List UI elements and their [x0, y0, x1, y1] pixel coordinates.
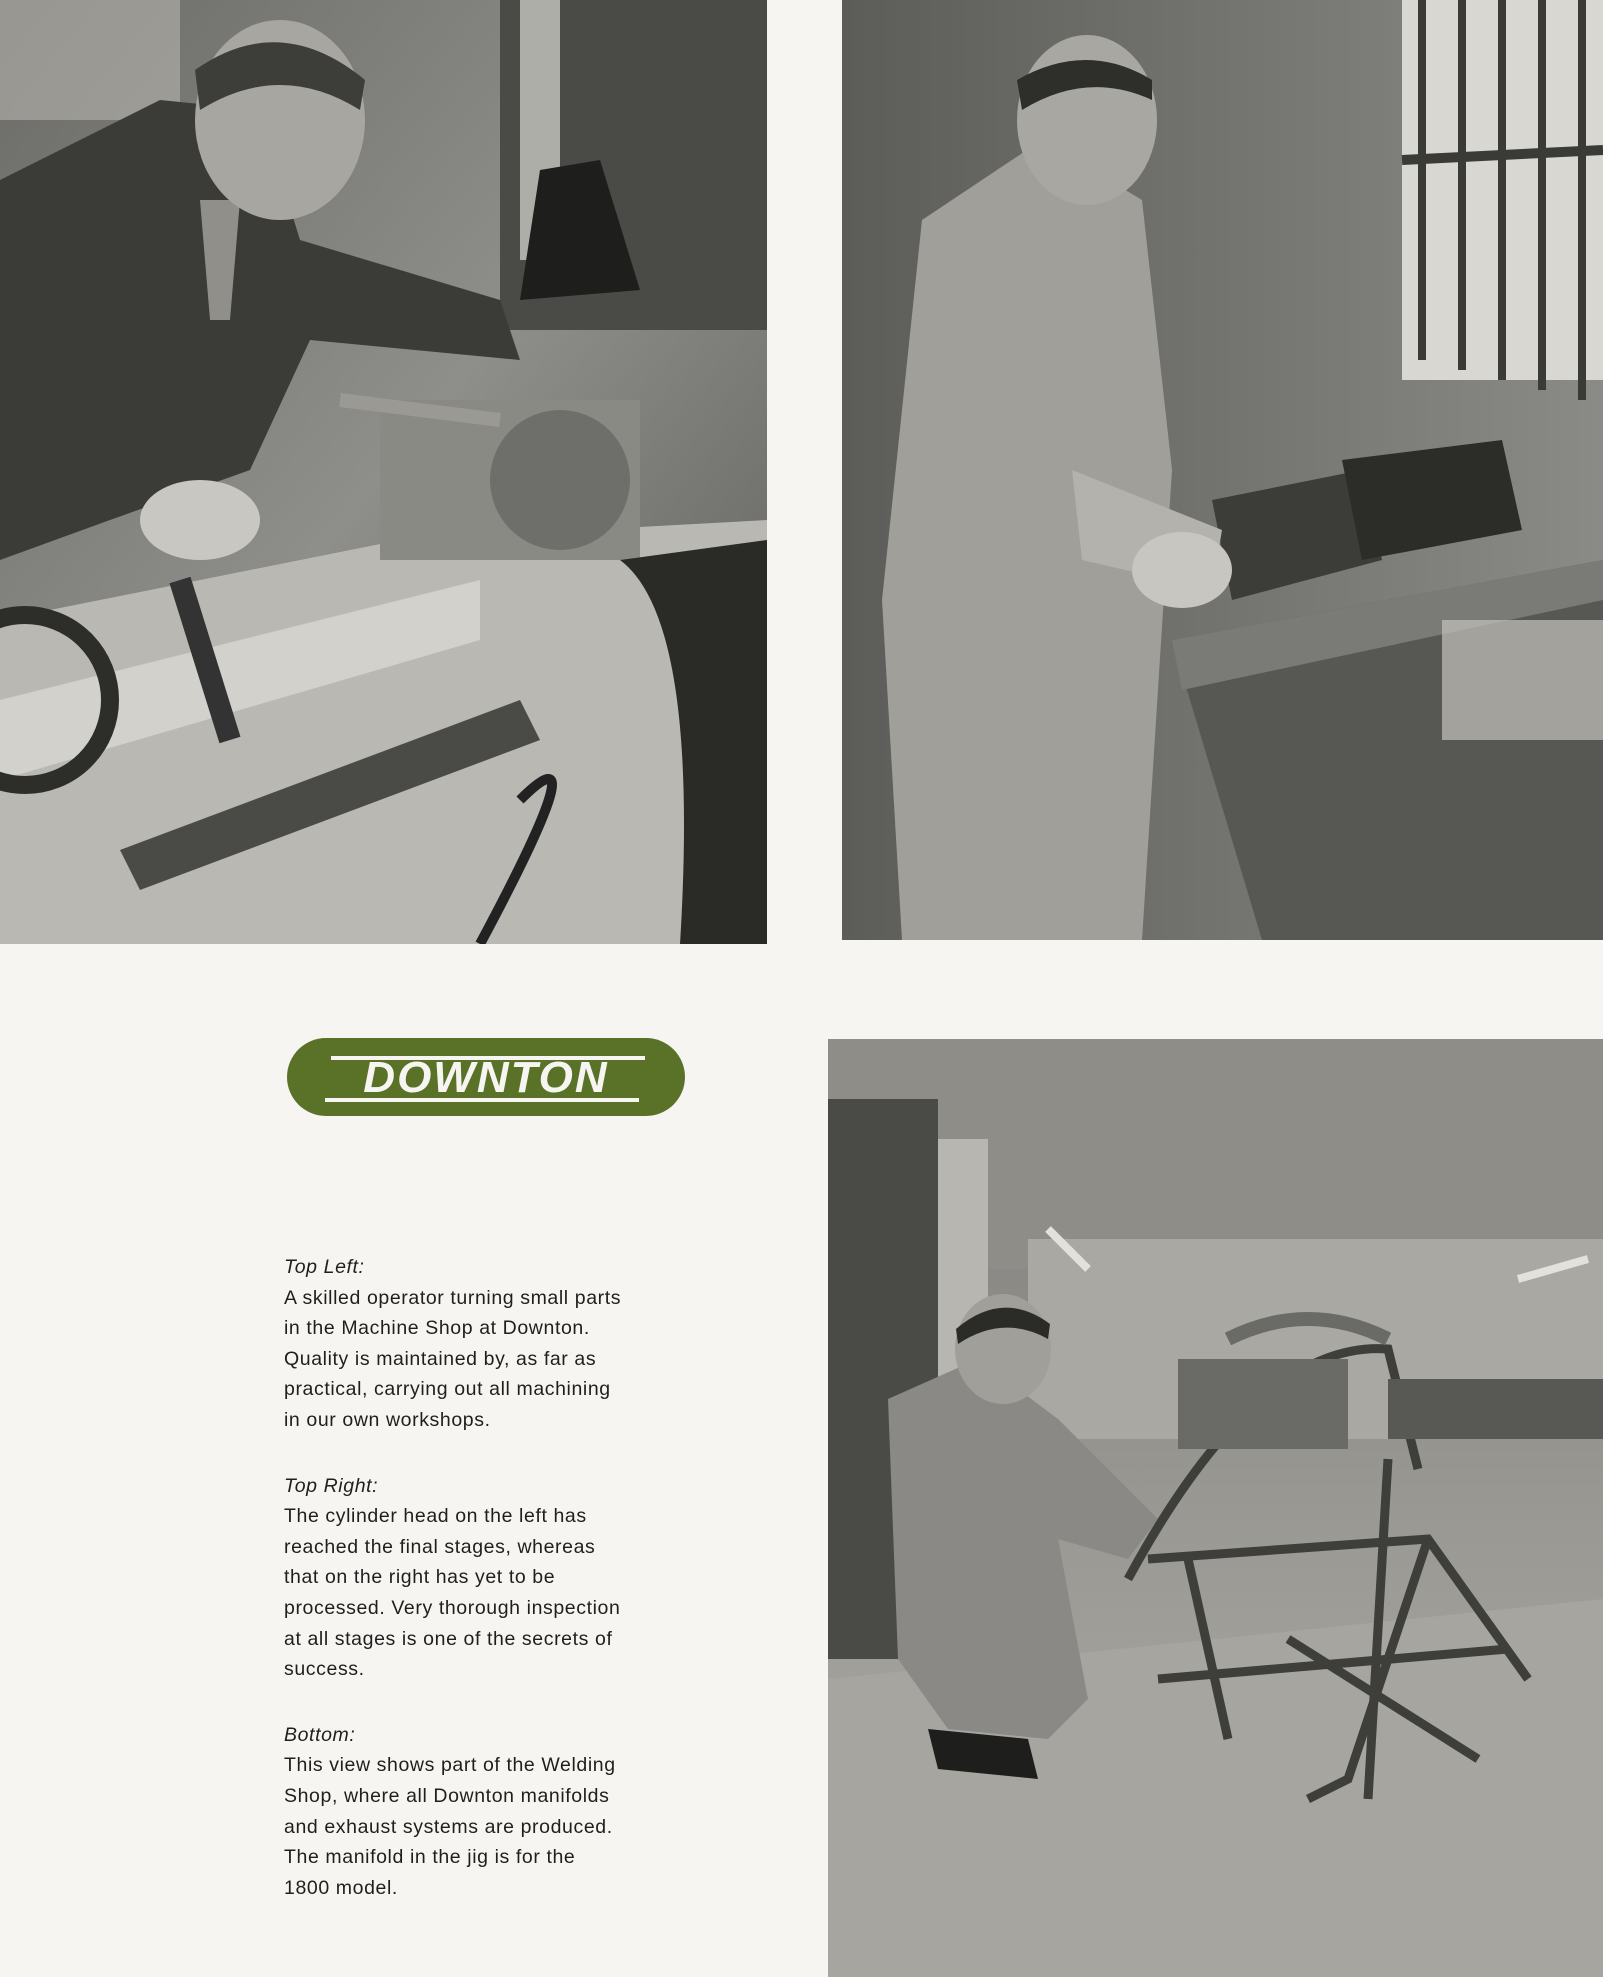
caption-line: The manifold in the jig is for the: [284, 1846, 576, 1869]
caption-heading: Top Right:: [284, 1474, 379, 1497]
caption-top-left: [284, 1252, 704, 1436]
caption-heading: Top Left:: [284, 1256, 365, 1278]
caption-line: reached the final stages, whereas: [284, 1535, 596, 1558]
caption-line: This view shows part of the Welding: [284, 1754, 616, 1777]
caption-line: success.: [284, 1658, 365, 1681]
downton-logo: [287, 1038, 685, 1116]
cylinder-head-inspection-photo: [842, 0, 1603, 940]
caption-bottom: [284, 1720, 704, 1904]
caption-line: processed. Very thorough inspection: [284, 1596, 621, 1619]
caption-line: Quality is maintained by, as far as: [284, 1347, 597, 1370]
caption-line: in the Machine Shop at Downton.: [284, 1317, 590, 1340]
caption-top-right: [284, 1471, 704, 1685]
caption-line: at all stages is one of the secrets of: [284, 1627, 613, 1650]
welding-shop-photo: [828, 1039, 1603, 1977]
caption-line: A skilled operator turning small parts: [284, 1286, 622, 1309]
logo-text: DOWNTON: [363, 1053, 609, 1102]
caption-line: and exhaust systems are produced.: [284, 1815, 613, 1838]
caption-line: The cylinder head on the left has: [284, 1505, 587, 1528]
caption-line: 1800 model.: [284, 1876, 398, 1899]
machine-shop-lathe-photo: [0, 0, 767, 944]
captions-text: [284, 1252, 704, 1938]
caption-line: that on the right has yet to be: [284, 1566, 556, 1589]
caption-line: in our own workshops.: [284, 1408, 491, 1431]
caption-line: Shop, where all Downton manifolds: [284, 1784, 610, 1807]
caption-line: practical, carrying out all machining: [284, 1378, 611, 1401]
caption-heading: Bottom:: [284, 1723, 356, 1746]
